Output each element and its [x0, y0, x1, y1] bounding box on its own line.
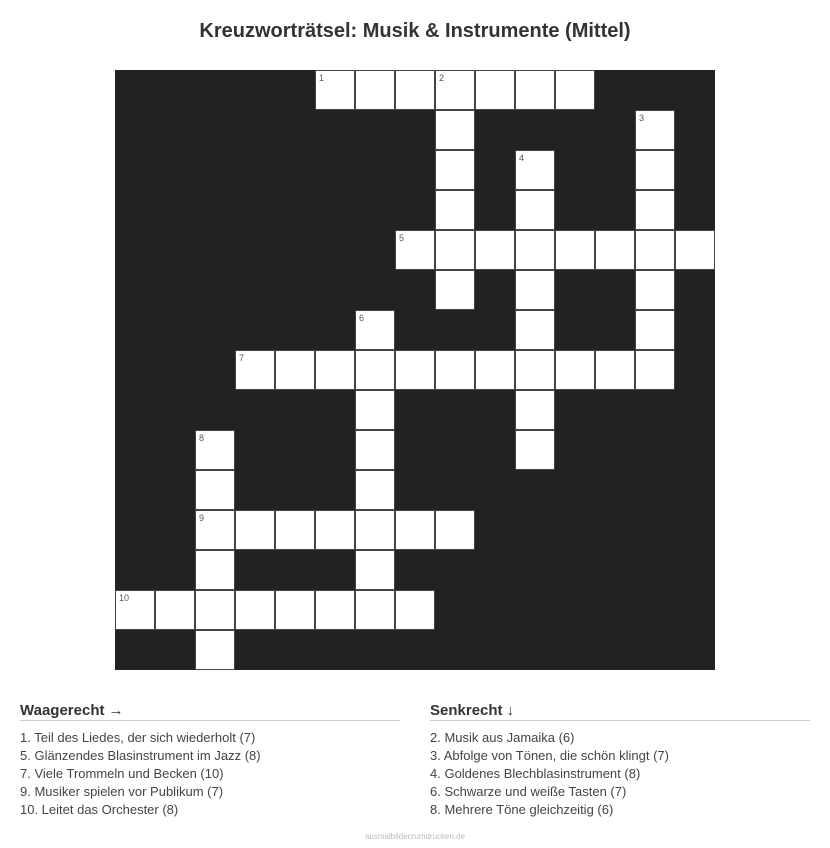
arrow-right-icon: → — [108, 702, 124, 719]
crossword-cell[interactable] — [355, 590, 395, 630]
clue-number: 5 — [399, 233, 405, 243]
crossword-cell[interactable] — [395, 590, 435, 630]
crossword-cell[interactable] — [355, 550, 395, 590]
clue-number: 3 — [639, 113, 645, 123]
clue-down-4: 4. Goldenes Blechblasinstrument (8) — [430, 766, 641, 781]
clue-down-3: 3. Abfolge von Tönen, die schön klingt (7) — [430, 748, 669, 763]
across-clues — [20, 702, 400, 819]
crossword-cell[interactable] — [315, 70, 355, 110]
crossword-cell[interactable] — [395, 70, 435, 110]
arrow-down-icon: ↓ — [506, 702, 515, 719]
crossword-cell[interactable] — [435, 70, 475, 110]
crossword-cell[interactable] — [635, 110, 675, 150]
crossword-cell[interactable] — [595, 230, 635, 270]
crossword-cell[interactable] — [315, 350, 355, 390]
crossword-cell[interactable] — [155, 590, 195, 630]
crossword-cell[interactable] — [635, 350, 675, 390]
crossword-cell[interactable] — [195, 470, 235, 510]
crossword-cell[interactable] — [555, 70, 595, 110]
crossword-cell[interactable] — [235, 510, 275, 550]
crossword-cell[interactable] — [355, 390, 395, 430]
clue-number: 8 — [199, 433, 205, 443]
crossword-cell[interactable] — [515, 190, 555, 230]
crossword-cell[interactable] — [395, 230, 435, 270]
crossword-cell[interactable] — [355, 70, 395, 110]
crossword-cell[interactable] — [555, 350, 595, 390]
crossword-cell[interactable] — [235, 350, 275, 390]
crossword-cell[interactable] — [435, 350, 475, 390]
crossword-cell[interactable] — [555, 230, 595, 270]
clue-down-2: 2. Musik aus Jamaika (6) — [430, 730, 575, 745]
clue-across-5: 5. Glänzendes Blasinstrument im Jazz (8) — [20, 748, 261, 763]
crossword-cell[interactable] — [515, 230, 555, 270]
crossword-cell[interactable] — [515, 390, 555, 430]
crossword-cell[interactable] — [195, 550, 235, 590]
clue-down-8: 8. Mehrere Töne gleichzeitig (6) — [430, 802, 614, 817]
crossword-cell[interactable] — [115, 590, 155, 630]
crossword-cell[interactable] — [355, 510, 395, 550]
across-heading-label: Waagerecht — [20, 702, 105, 719]
crossword-cell[interactable] — [235, 590, 275, 630]
down-heading — [430, 702, 810, 721]
crossword-cell[interactable] — [475, 230, 515, 270]
crossword-cell[interactable] — [435, 270, 475, 310]
clue-number: 6 — [359, 313, 365, 323]
crossword-cell[interactable] — [435, 110, 475, 150]
down-heading-label: Senkrecht — [430, 702, 503, 719]
crossword-cell[interactable] — [275, 510, 315, 550]
crossword-cell[interactable] — [635, 310, 675, 350]
crossword-cell[interactable] — [355, 430, 395, 470]
crossword-cell[interactable] — [275, 590, 315, 630]
clue-number: 2 — [439, 73, 445, 83]
crossword-cell[interactable] — [195, 510, 235, 550]
crossword-grid — [115, 70, 715, 670]
crossword-cell[interactable] — [635, 190, 675, 230]
across-heading — [20, 702, 400, 721]
crossword-cell[interactable] — [515, 70, 555, 110]
crossword-cell[interactable] — [515, 270, 555, 310]
crossword-cell[interactable] — [315, 510, 355, 550]
crossword-cell[interactable] — [635, 230, 675, 270]
crossword-cell[interactable] — [635, 150, 675, 190]
clue-across-9: 9. Musiker spielen vor Publikum (7) — [20, 784, 224, 799]
crossword-cell[interactable] — [395, 510, 435, 550]
crossword-cell[interactable] — [515, 430, 555, 470]
crossword-cell[interactable] — [195, 590, 235, 630]
crossword-cell[interactable] — [475, 70, 515, 110]
page-title: Kreuzworträtsel: Musik & Instrumente (Mittel) — [199, 20, 631, 42]
crossword-cell[interactable] — [435, 190, 475, 230]
clue-across-10: 10. Leitet das Orchester (8) — [20, 802, 179, 817]
crossword-cell[interactable] — [355, 470, 395, 510]
crossword-cell[interactable] — [515, 310, 555, 350]
clue-across-1: 1. Teil des Liedes, der sich wiederholt (7) — [20, 730, 256, 745]
crossword-cell[interactable] — [635, 270, 675, 310]
crossword-cell[interactable] — [675, 230, 715, 270]
crossword-cell[interactable] — [435, 230, 475, 270]
down-clues — [430, 702, 810, 819]
clue-down-6: 6. Schwarze und weiße Tasten (7) — [430, 784, 627, 799]
clue-number: 7 — [239, 353, 245, 363]
crossword-cell[interactable] — [435, 510, 475, 550]
crossword-cell[interactable] — [395, 350, 435, 390]
crossword-cell[interactable] — [315, 590, 355, 630]
crossword-cell[interactable] — [355, 350, 395, 390]
clue-number: 4 — [519, 153, 525, 163]
clue-number: 1 — [319, 73, 325, 83]
crossword-cell[interactable] — [275, 350, 315, 390]
crossword-cell[interactable] — [435, 150, 475, 190]
crossword-cell[interactable] — [595, 350, 635, 390]
footer-credit: ausmalbilderzumdrucken.de — [364, 832, 466, 841]
crossword-cell[interactable] — [355, 310, 395, 350]
crossword-cell[interactable] — [475, 350, 515, 390]
clue-number: 10 — [119, 593, 130, 603]
clue-number: 9 — [199, 513, 205, 523]
crossword-cell[interactable] — [195, 430, 235, 470]
crossword-cell[interactable] — [515, 350, 555, 390]
clue-across-7: 7. Viele Trommeln und Becken (10) — [20, 766, 224, 781]
crossword-cell[interactable] — [195, 630, 235, 670]
crossword-cell[interactable] — [515, 150, 555, 190]
